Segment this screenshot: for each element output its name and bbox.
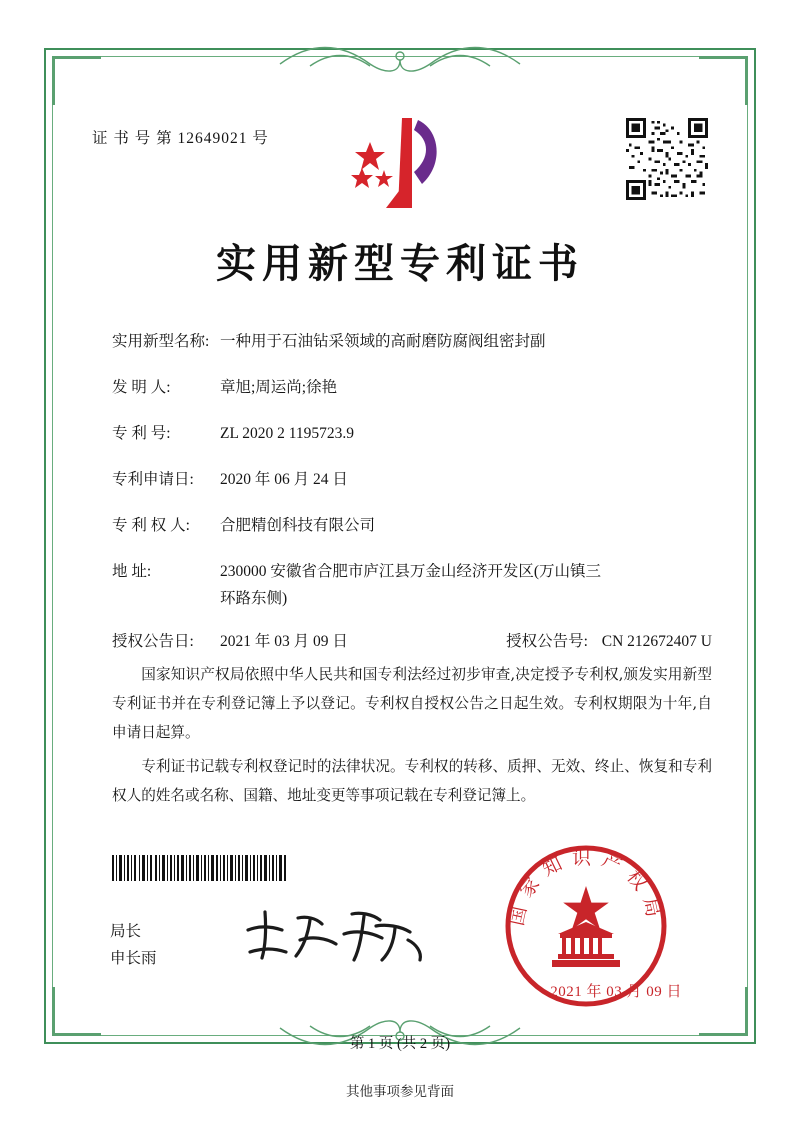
corner-ornament-top-left (52, 56, 101, 105)
field-value: 合肥精创科技有限公司 (220, 517, 376, 535)
field-row-patentee (112, 514, 712, 538)
qr-code-icon (626, 118, 708, 200)
field-row-patent-number (112, 422, 712, 446)
field-value: 章旭;周运尚;徐艳 (220, 379, 338, 397)
field-value: 一种用于石油钻采领域的高耐磨防腐阀组密封副 (220, 333, 546, 350)
barcode-icon (110, 855, 290, 881)
field-list (112, 330, 712, 676)
svg-text:国家知识产权局: 国家知识产权局 (505, 846, 667, 928)
corner-ornament-bottom-right (699, 987, 748, 1036)
top-ornament-icon (270, 40, 530, 74)
legal-text-block (112, 660, 712, 814)
field-row-grant (112, 630, 712, 654)
field-label: 专 利 权 人: (112, 517, 190, 535)
legal-paragraph-1: 国家知识产权局依照中华人民共和国专利法经过初步审查,决定授予专利权,颁发实用新型专利证书并在专利登记簿上予以登记。专利权自授权公告之日起生效。专利权期限为十年,自申请日起算。 (112, 666, 712, 742)
grant-announce-value: 2021 年 03 月 09 日 (220, 633, 348, 651)
page-title: 实用新型专利证书 (216, 240, 584, 287)
footer-note: 其他事项参见背面 (346, 1084, 454, 1100)
field-label: 实用新型名称: (112, 333, 210, 350)
patent-emblem-icon (340, 112, 460, 217)
field-value: 230000 安徽省合肥市庐江县万金山经济开发区(万山镇三 (220, 563, 602, 581)
certificate-number: 证 书 号 第 12649021 号 (92, 130, 269, 147)
director-title: 局长 (110, 923, 142, 940)
director-name: 申长雨 (110, 950, 157, 968)
legal-paragraph-2: 专利证书记载专利权登记时的法律状况。专利权的转移、质押、无效、终止、恢复和专利权人的姓名或名称、国籍、地址变更等事项记载在专利登记簿上。 (112, 757, 712, 804)
corner-ornament-bottom-left (52, 987, 101, 1036)
grant-number-value: CN 212672407 U (601, 633, 712, 651)
handwritten-signature-icon (240, 900, 430, 970)
director-label-block (110, 918, 157, 972)
field-row-utility-model-name (112, 330, 712, 354)
field-label: 地 址: (112, 563, 152, 581)
seal-date: 2021 年 03 月 09 日 (550, 984, 682, 1000)
field-label: 发 明 人: (112, 379, 171, 397)
field-value: ZL 2020 2 1195723.9 (220, 425, 355, 443)
field-label: 专 利 号: (112, 425, 171, 443)
field-row-inventors (112, 376, 712, 400)
page-indicator: 第 1 页 (共 2 页) (349, 1036, 451, 1052)
grant-announce-label: 授权公告日: (112, 633, 194, 651)
grant-number-label: 授权公告号: (506, 633, 588, 651)
field-row-application-date (112, 468, 712, 492)
corner-ornament-top-right (699, 56, 748, 105)
field-label: 专利申请日: (112, 471, 194, 489)
field-value: 2020 年 06 月 24 日 (220, 471, 348, 489)
address-second-line: 环路东侧) (220, 590, 288, 608)
grant-number-group (506, 630, 712, 654)
field-row-address (112, 560, 712, 584)
